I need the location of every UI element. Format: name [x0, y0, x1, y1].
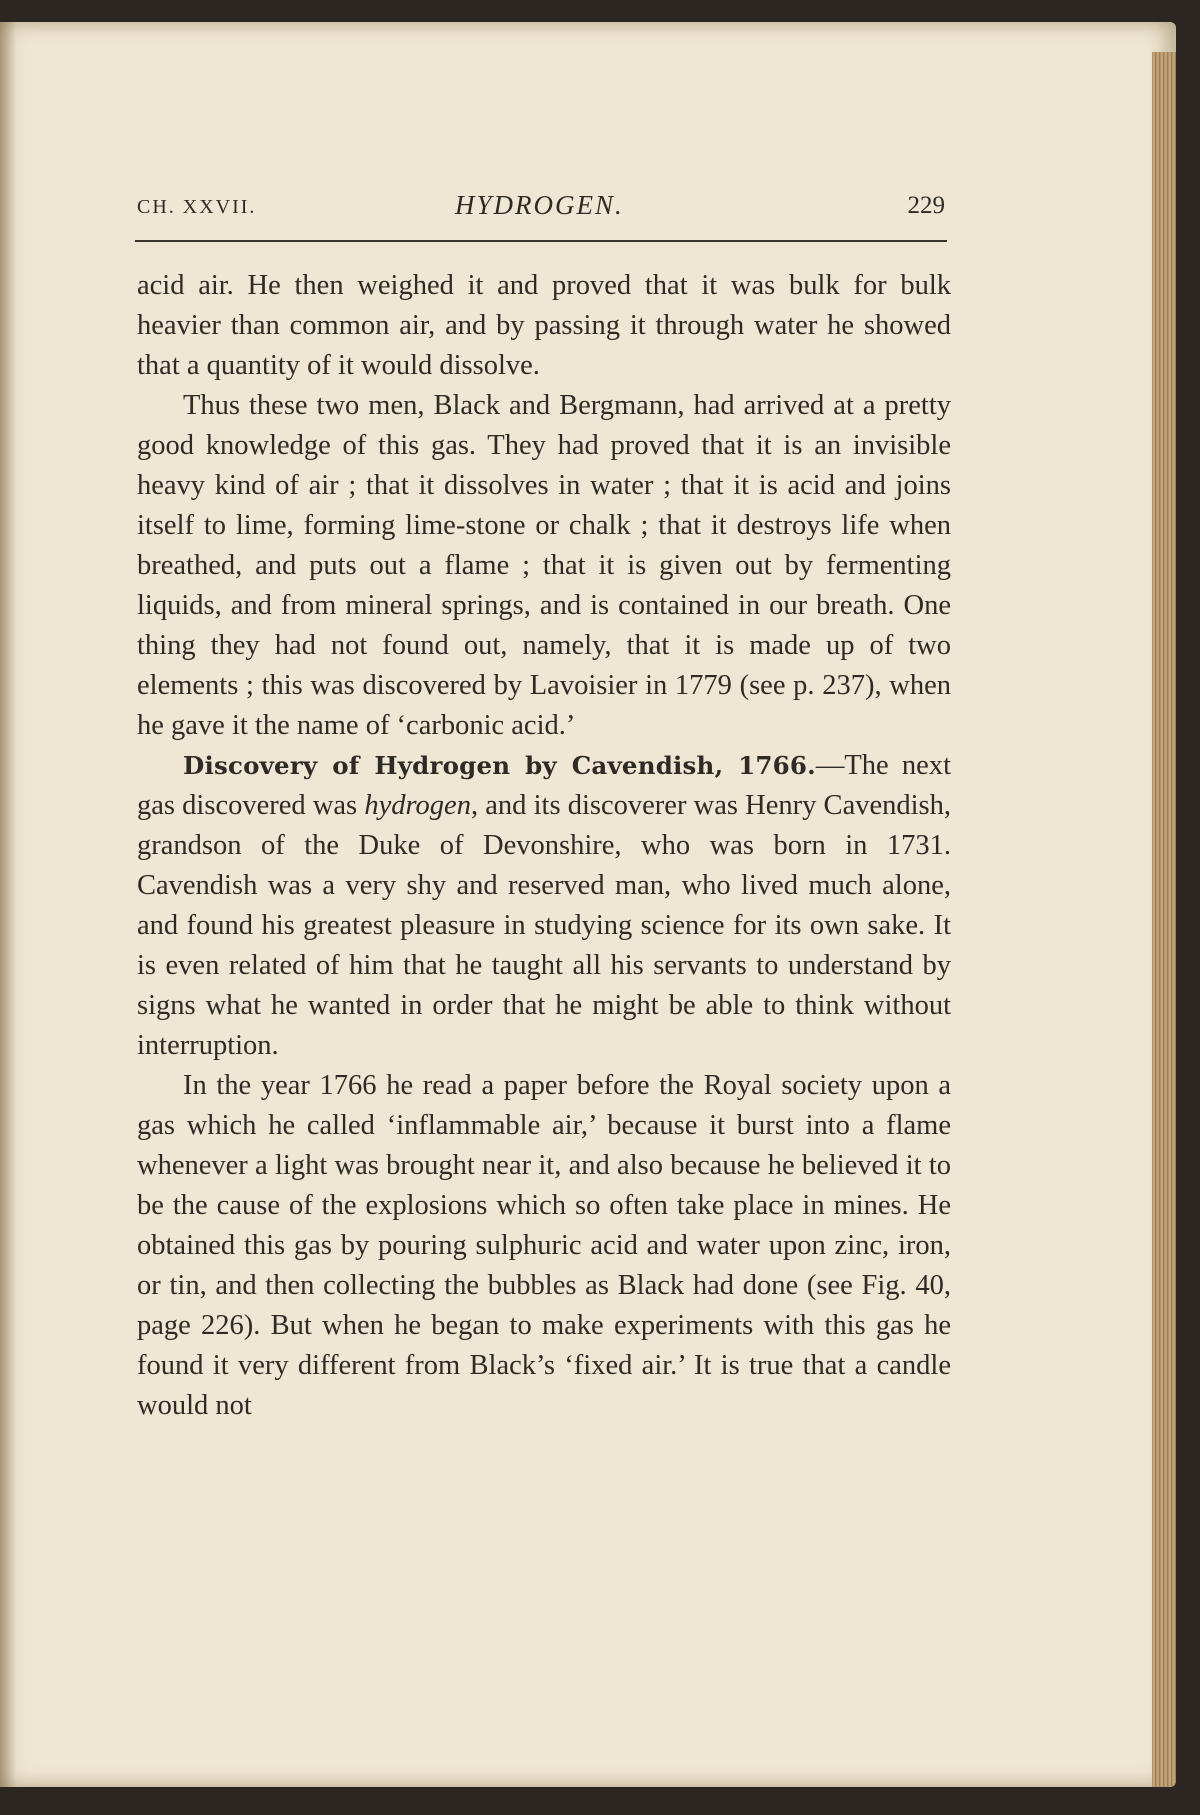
running-head [137, 186, 945, 226]
running-title: HYDROGEN. [455, 190, 624, 220]
paragraph-3-text-a: The next gas discovered was [137, 750, 951, 821]
header-rule [135, 240, 947, 242]
paragraph-4: In the year 1766 he read a paper before the Royal society upon a gas which he called ‘inflammable air,’ because it burst into a flame whenever a light was brought near it, and also because he believed it to be the cause of the explosions which so often take place in mines. He obtained this gas by pouring sulphuric acid and water upon zinc, iron, or tin, and then collecting the bubbles as Black had done (see Fig. 40, page 226). But when he began to make experiments with this gas he found it very different from Black’s ‘fixed air.’ It is true that a candle would not [137, 1070, 951, 1421]
spine-shadow [0, 22, 16, 1787]
paragraph-1: acid air. He then weighed it and proved that it was bulk for bulk heavier than common air, and by passing it through water he showed that a quantity of it would dissolve. [137, 270, 951, 381]
paragraph-3-text-b: , and its discoverer was Henry Cavendish, grandson of the Duke of Devonshire, who was born in 1731. Cavendish was a very shy and reserved man, who lived much alone, and found his greatest pleasure in studying science for its own sake. It is even related of him that he taught all his servants to understand by signs what he wanted in order that he might be able to think without interruption. [137, 790, 951, 1061]
chapter-label: CH. XXVII. [137, 196, 257, 218]
page-number: 229 [907, 192, 945, 219]
hydrogen-term: hydrogen [364, 790, 471, 821]
em-dash: — [815, 750, 845, 781]
page-edge [1152, 52, 1176, 1787]
paragraph-3 [137, 746, 951, 1066]
body-text [137, 266, 951, 1426]
section-heading: Discovery of Hydrogen by Cavendish, 1766. [183, 751, 816, 780]
paragraph-2: Thus these two men, Black and Bergmann, had arrived at a pretty good knowledge of this gas. They had proved that it is an invisible heavy kind of air ; that it dissolves in water ; that it is acid and joins itself to lime, forming lime-stone or chalk ; that it destroys life when breathed, and puts out a flame ; that it is given out by fermenting liquids, and from mineral springs, and is contained in our breath. One thing they had not found out, namely, that it is made up of two elements ; this was discovered by Lavoisier in 1779 (see p. 237), when he gave it the name of ‘carbonic acid.’ [137, 390, 951, 741]
